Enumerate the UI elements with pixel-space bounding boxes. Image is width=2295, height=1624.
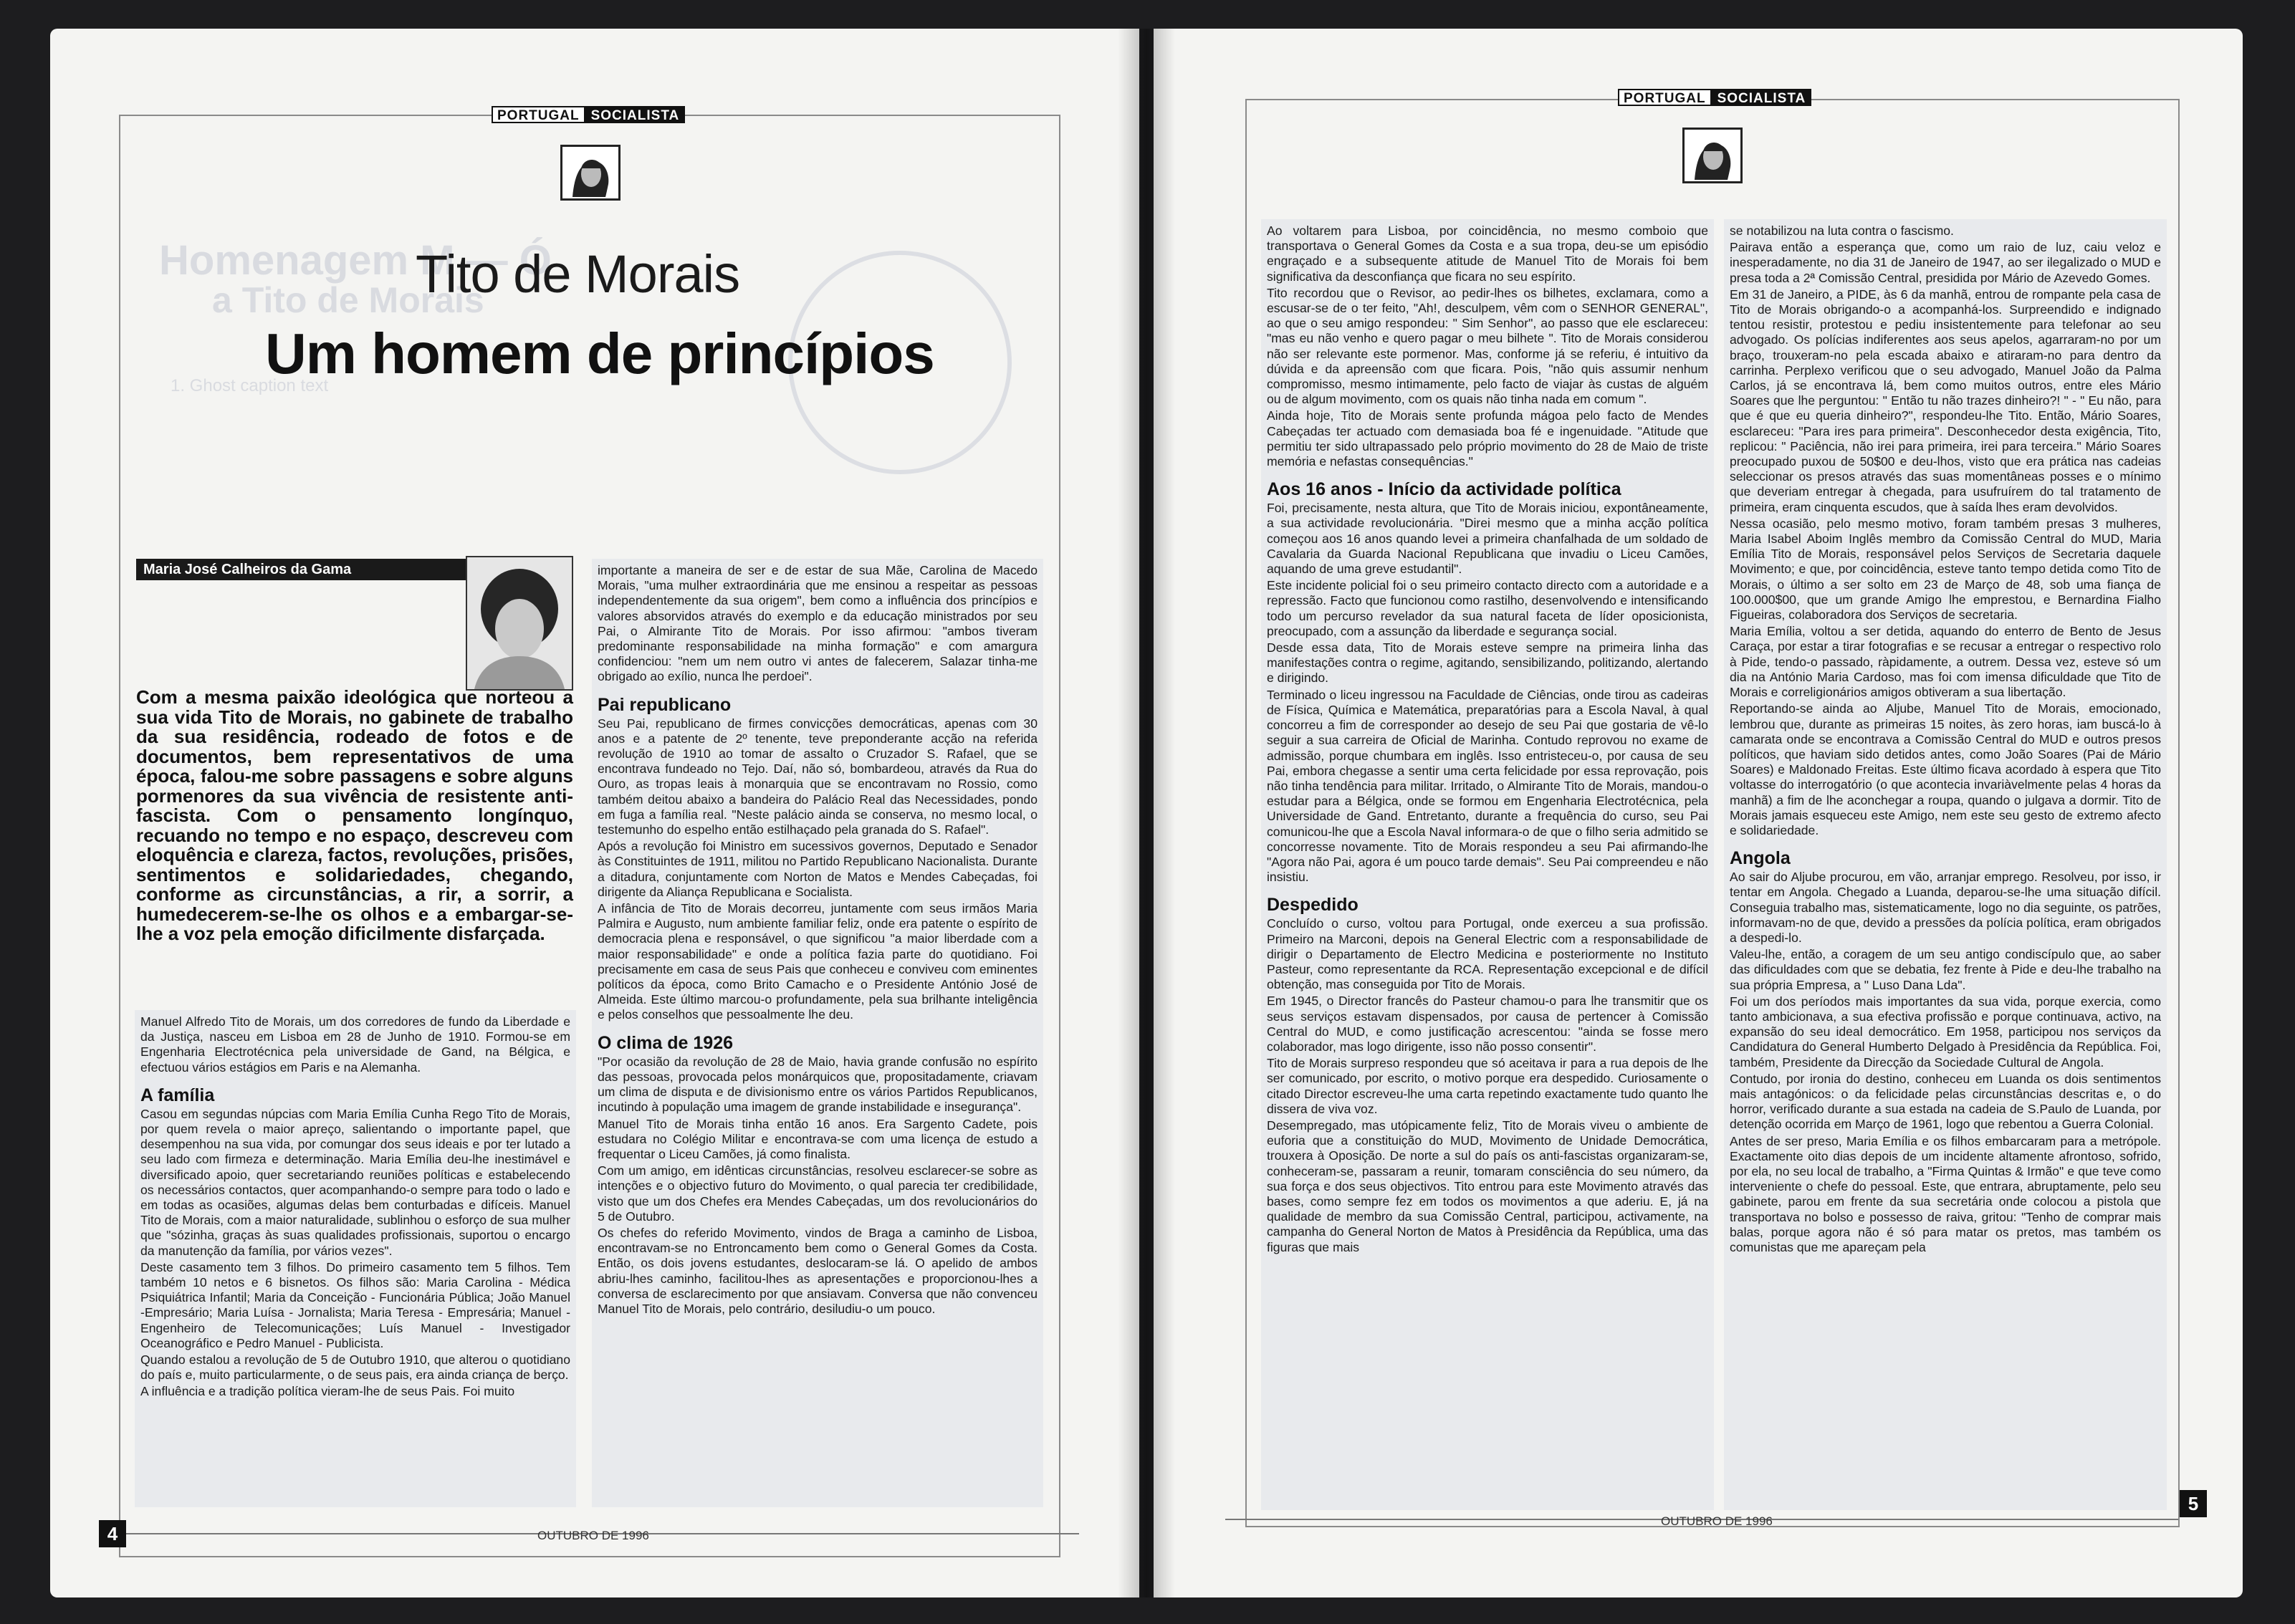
paragraph: Manuel Alfredo Tito de Morais, um dos corredores de fundo da Liberdade e da Justiça, nasceu em Lisboa em 28 de Junho de 1910. Formou-se em Engenharia Electrotécnica pela universidade de Gand, na Bélgica, e efectuou vários estágios em Paris e na Alemanha. [140,1014,570,1075]
paragraph: se notabilizou na luta contra o fascismo. [1730,224,1954,238]
paragraph: Em 1945, o Director francês do Pasteur chamou-o para lhe transmitir que os seus serviços estavam dispensados, por causa de pertencer à Comissão Central do MUD, e como justificação acrescentou: "ainda se fosse mero colaborador, mas logo dirigente, isso não posso consentir". [1267,994,1708,1054]
paragraph: Seu Pai, republicano de firmes convicções democráticas, apenas com 30 anos e a patente de 2º tenente, teve preponderante acção na referida revolução de 1910 ao tomar de assalto o Cruzador S. Rafael, que se encontrava fundeado no Tejo. Daí, não só, bombardeou, através da Rua do Ouro, as tropas leais à monarquia que se encontravam no Rossio, como também deitou abaixo a bandeira do Palácio Real das Necessidades, pondo em fuga a família real. "Neste palácio ainda se conserva, no mesmo local, o testemunho do espelho então estilhaçado pela granada do S. Rafael". [598,716,1038,837]
masthead-socialista: SOCIALISTA [1712,89,1812,106]
portrait-logo-icon [560,145,621,201]
right-page [1154,29,2243,1597]
masthead [492,106,685,123]
masthead [1618,89,1811,106]
paragraph: importante a maneira de ser e de estar de sua Mãe, Carolina de Macedo Morais, "uma mulher extraordinária que me ensinou a respeitar as pessoas independentemente da sua origem", bem como a influência dos princípios e valores absorvidos através do exemplo e da educação ministrados por seu Pai, o Almirante Tito de Morais. Por isso afirmou: "ambos tiveram predominante responsabilidade na minha formação" e com amargura confidenciou: "nem um nem outro vi antes de falecerem, Salazar tinha-me obrigado ao exílio, nunca lhe perdoei". [598,563,1038,684]
ghost-caption: 1. Ghost caption text [171,376,329,395]
section-heading: Aos 16 anos - Início da actividade política [1267,479,1621,500]
masthead-portugal: PORTUGAL [492,106,585,123]
paragraph: Foi, precisamente, nesta altura, que Tito de Morais iniciou, expontâneamente, a sua actividade revolucionária. "Direi mesmo que a minha acção política começou aos 16 anos quando levei a primeira chanfalhada de um soldado de Cavalaria da Guarda Nacional Republicana que invadiu o Liceu Camões, aquando de uma greve estudantil". [1267,501,1708,577]
paragraph: Deste casamento tem 3 filhos. Do primeiro casamento tem 5 filhos. Tem também 10 netos e 6 bisnetos. Os filhos são: Maria Carolina - Médica Psiquiátrica Infantil; Maria da Conceição - Funcionária Pública; João Manuel -Empresário; Maria Luísa - Jornalista; Maria Teresa - Empresária; Manuel -Engenheiro de Telecomunicações; Luís Manuel - Investigador Oceanográfico e Pedro Manuel - Publicista. [140,1259,570,1350]
paragraph: Com um amigo, em idênticas circunstâncias, resolveu esclarecer-se sobre as intenções e o objectivo futuro do Movimento, o qual parecia ter credibilidade, visto que um dos Chefes era Mendes Cabeçadas, um dos revolucionários do 5 de Outubro. [598,1163,1038,1224]
paragraph: Valeu-lhe, então, a coragem de um seu antigo condiscípulo que, ao saber das dificuldades com que se debatia, fez frente à Pide e deu-lhe trabalho na sua própria Empresa, a " Luso Dana Lda". [1730,947,2161,992]
left-column-2 [592,559,1043,1507]
paragraph: Reportando-se ainda ao Aljube, Manuel Tito de Morais, emocionado, lembrou que, durante as primeiras 15 noites, às zero horas, iam buscá-lo à camarata onde se encontrava a Comissão Central do MUD e outros presos políticos, que haviam sido detidos antes, como João Soares (Pai de Mário Soares) e Maldonado Freitas. Este último ficava acordado à espera que Tito voltasse do interrogatório (o que acontecia invariàvelmente pelas 4 horas da manhã) a fim de lhe aconchegar a roupa, quando o julgava a dormir. Tito de Morais jamais esqueceu este Amigo, nem este seu gesto de extremo afecto e solidariedade. [1730,701,2161,837]
paragraph: Contudo, por ironia do destino, conheceu em Luanda os dois sentimentos mais antagónicos: o da felicidade pelas circunstâncias descritas e, o do horror, verificado durante a sua estada na cadeia de S.Paulo de Luanda, por detenção ocorrida em Março de 1961, logo que rebentou a Guerra Colonial. [1730,1071,2161,1132]
title-name: Tito de Morais [416,244,740,304]
section-heading: Despedido [1267,895,1359,916]
masthead-socialista: SOCIALISTA [585,106,686,123]
paragraph: Pairava então a esperança que, como um raio de luz, caiu veloz e inesperadamente, no dia 31 de Janeiro de 1947, ao ser ilegalizado o MUD e presa toda a 2ª Comissão Central, presidida por Mário de Azevedo Gomes. [1730,240,2161,285]
paragraph: Concluído o curso, voltou para Portugal, onde exerceu a sua profissão. Primeiro na Marconi, depois na General Electric com a responsabilidade de dirigir o Departamento de Electro Medicina e posteriormente no Instituto Pasteur, como representante da RCA. Representação excepcional e de difícil obtenção, mas conseguida por Tito de Morais. [1267,916,1708,992]
ghost-heading: Homenagem M — Ó [159,237,552,284]
paragraph: A infância de Tito de Morais decorreu, juntamente com seus irmãos Maria Palmira e Augusto, num ambiente familiar feliz, onde era patente o espírito de democracia plena e responsável, o que significou "a maior liberdade com a maior responsabilidade" e onde a política fazia parte do quotidiano. Foi precisamente em casa de seus Pais que conheceu e conviveu com eminentes políticos da época, como Brito Camacho e o Presidente António José de Almeida. Este último marcou-o profundamente, pela sua brilhante inteligência e pelos conselhos que pessoalmente lhe deu. [598,901,1038,1022]
paragraph: "Por ocasião da revolução de 28 de Maio, havia grande confusão no espírito das pessoas, provocada pelos monárquicos que, propositadamente, criavam um clima de disputa e de divisionismo entre os vários Partidos Republicanos, incutindo à população uma imagem de grande instabilidade e insegurança". [598,1054,1038,1115]
byline: Maria José Calheiros da Gama [136,559,524,580]
lead-paragraph: Com a mesma paixão ideológica que norteou a sua vida Tito de Morais, no gabinete de trabalho da sua residência, rodeado de fotos e de documentos, bem representativos de uma época, falou-me sobre passagens e sobre alguns pormenores da sua vivência de resistente anti-fascista. Com o pensamento longínquo, recuando no tempo e no espaço, descreveu com eloquência e clareza, factos, revoluções, prisões, sentimentos e solidariedades, chegando, conforme as circunstâncias, a rir, a sorrir, a humedecerem-se-lhe os olhos e a embargar-se-lhe a voz pela emoção dificilmente disfarçada. [136,686,573,944]
paragraph: Ao sair do Aljube procurou, em vão, arranjar emprego. Resolveu, por isso, ir tentar em Angola. Chegado a Luanda, deparou-se-lhe uma situação difícil. Conseguia trabalho mas, sistematicamente, logo no dia seguinte, os patrões, informavam-no de que, devido a pressões da polícia política, eram obrigados a despedi-lo. [1730,870,2161,945]
paragraph: Desde essa data, Tito de Morais esteve sempre na primeira linha das manifestações contra o regime, agitando, sensibilizando, politizando, alertando e dirigindo. [1267,640,1708,686]
paragraph: Casou em segundas núpcias com Maria Emília Cunha Rego Tito de Morais, por quem revela o maior apreço, salientando o importante papel, que desempenhou na sua vida, por comungar dos seus ideais e por ter lutado a seu lado com firmeza e determinação. Maria Emília deu-lhe inestimável e diversificado apoio, quer secretariando reuniões políticas e estabelecendo os necessários contactos, quer acompanhando-o sempre para todo o lado e em todas as ocasiões, algumas delas bem conturbadas e difíceis. Manuel Tito de Morais, com a maior naturalidade, sublinhou o esforço de sua mulher que "sózinha, graças às suas qualidades profissionais, suportou o encargo da manutenção da família, por vários vezes". [140,1106,570,1258]
paragraph: Maria Emília, voltou a ser detida, aquando do enterro de Bento de Jesus Caraça, por estar a tirar fotografias e se recusar a entregar o respectivo rolo à Pide, tendo-o passado, ràpidamente, a outrem. Dessa vez, esteve só um dia na António Maria Cardoso, mas foi com imensa dificuldade que Tito de Morais e correligionários amigos obtiveram a sua libertação. [1730,624,2161,700]
paragraph: Desempregado, mas utópicamente feliz, Tito de Morais viveu o ambiente de euforia que a constituição do MUD, Movimento de Unidade Democrática, trouxera à Oposição. De norte a sul do país os anti-fascistas organizaram-se, conheceram-se, passaram a reunir, tomaram consciência do seu número, da sua força e dos seus objectivos. Tito entrou para este Movimento através das bases, como sempre fez em todos os movimentos a que aderiu. E, já na qualidade de membro da sua Comissão Central, participou, activamente, na campanha do General Norton de Matos à Presidência da República, uma das figuras que mais [1267,1118,1708,1254]
paragraph: Este incidente policial foi o seu primeiro contacto directo com a autoridade e a repressão. Facto que funcionou como rastilho, desenvolvendo e intensificando todo um percurso revelador da sua natural faceta de líder oposicionista, preocupado, com a assunção da liberdade e segurança social. [1267,578,1708,638]
paragraph: Quando estalou a revolução de 5 de Outubro 1910, que alterou o quotidiano do país e, muito particularmente, o de seus pais, era ainda criança de berço. [140,1352,570,1383]
section-heading: O clima de 1926 [598,1032,734,1053]
page-number: 4 [99,1520,126,1547]
page-number: 5 [2180,1490,2207,1517]
paragraph: Após a revolução foi Ministro em sucessivos governos, Deputado e Senador às Constituintes de 1911, militou no Partido Republicano Nacionalista. Durante a ditadura, conjuntamente com Norton de Matos e Mendes Cabeçadas, foi dirigente da Aliança Republicana e Socialista. [598,839,1038,899]
paragraph: Nessa ocasião, pelo mesmo motivo, foram também presas 3 mulheres, Maria Isabel Aboim Inglês membro da Comissão Central do MUD, Maria Emília Tito de Morais, responsável pelos Serviços de Secretaria daquele Movimento; e que, por coincidência, esteve tanto tempo detida como Tito de Morais, o último a ser solto em 23 de Março de 48, sob uma fiança de 100.000$00, que um grande Amigo lhe emprestou, e Bernardina Fialho Figueiras, colaboradora dos Serviços de secretaria. [1730,516,2161,623]
right-column-2 [1724,219,2167,1510]
paragraph: Ao voltarem para Lisboa, por coincidência, no mesmo comboio que transportava o General Gomes da Costa e a sua tropa, deu-se um episódio engraçado e a subsequente atitude de Manuel Tito de Morais foi bem significativa da desconfiança que ficara no seu espírito. [1267,224,1708,284]
ghost-heading-2: a Tito de Morais [212,280,484,320]
paragraph: Em 31 de Janeiro, a PIDE, às 6 da manhã, entrou de rompante pela casa de Tito de Morais obrigando-o a acompanhá-los. Surpreendido e indignado tentou resistir, protestou e pediu insistentemente para telefonar ao seu advogado. Os polícias indiferentes aos seus apelos, agarraram-no por um braço, trouxeram-no pela escada abaixo e atiraram-no para dentro da carrinha. Perplexo verificou que o seu advogado, Manuel João da Palma Carlos, já se encontrava lá, bem como muitos outros, entre eles Mário Soares que lhe perguntou: " Então tu não trazes dinheiro?! " - " Eu não, para que é que eu queria dinheiro?", respondeu-lhe Tito. Então, Mário Soares, esclareceu: "Para ires para primeira". Desconhecedor desta exigência, Tito, replicou: " Paciência, não irei para primeira, irei para terceira." Mário Soares preocupado puxou de 50$00 e deu-lhos, visto que era prática nas cadeias seleccionar os presos através das suas momentâneas posses e o mínimo que deveriam entregar à chegada, para usufruírem do tal tratamento de primeira, eram cinquenta escudos, que à saída lhes eram devolvidos. [1730,287,2161,514]
paragraph: Manuel Tito de Morais tinha então 16 anos. Era Sargento Cadete, pois estudara no Colégio Militar e encontrava-se com uma licença de estudo a frequentar o Liceu Camões, já como finalista. [598,1116,1038,1161]
title-subtitle: Um homem de princípios [265,322,934,385]
right-column-1 [1261,219,1714,1510]
paragraph: Os chefes do referido Movimento, vindos de Braga a caminho de Lisboa, encontravam-se no Entroncamento bem como o General Gomes da Costa. Então, os dois jovens estudantes, deslocaram-se lá. O apelido de ambos abriu-lhes caminho, facilitou-lhes as apresentações e proporcionou-lhes a conversa de esclarecimento por que ansiavam. Conversa que não convenceu Manuel Tito de Morais, pelo contrário, desiludiu-o um pouco. [598,1225,1038,1316]
paragraph: Antes de ser preso, Maria Emília e os filhos embarcaram para a metrópole. Exactamente oito dias depois de um incidente altamente afrontoso, sofrido, por ela, no seu local de trabalho, a "Firma Quintas & Irmão" e que teve como interveniente o chefe do pessoal. Este, que entrara, abruptamente, pelo seu gabinete, parou em frente da sua secretária onde colocou a pistola que transportava no bolso e possesso de raiva, gritou: "Tenho de comprar mais balas, porque agora não é só para matar os pretos, mas também os comunistas que me apareçam pela [1730,1133,2161,1254]
paragraph: Tito de Morais surpreso respondeu que só aceitava ir para a rua depois de lhe ser comunicado, por escrito, o motivo porque era despedido. Curiosamente o citado Director escreveu-lhe uma carta repetindo exactamente tudo quanto lhe dissera de viva voz. [1267,1056,1708,1116]
footer-date: OUTUBRO DE 1996 [537,1529,649,1542]
paragraph: Terminado o liceu ingressou na Faculdade de Ciências, onde tirou as cadeiras de Física, Química e Matemática, preparatórias para a Escola Naval, à qual concorreu a fim de corresponder ao desejo de seu Pai que gostaria de vê-lo seguir a sua carreira de Oficial de Marinha. Contudo reprovou no exame de admissão, porque chumbara em inglês. Isso entristeceu-o, por causa de seu Pai, embora chegasse a sentir uma certa felicidade por essa reprovação, pois não tinha tendência para militar. Irritado, o Almirante Tito de Morais, mandou-o estudar para a Bélgica, onde se formou em Engenharia Electrotécnica, pela Universidade de Gand. Entretanto, durante a frequência do curso, seu Pai comunicou-lhe que a Escola Naval informara-o de que o filho seria admitido se concorresse novamente. Tito de Morais respondeu a seu Pai afirmando-lhe "Agora não Pai, agora é um pouco tarde demais". Seu Pai compreendeu e não insistiu. [1267,687,1708,885]
paragraph: Ainda hoje, Tito de Morais sente profunda mágoa pelo facto de Mendes Cabeçadas ter actuado com demasiada boa fé e ingenuidade. "Atitude que permitiu ter sido ultrapassado pelo próprio movimento do 28 de Maio de triste memória e nefastas consequências." [1267,408,1708,469]
paragraph: A influência e a tradição política vieram-lhe de seus Pais. Foi muito [140,1384,515,1399]
masthead-portugal: PORTUGAL [1618,89,1712,106]
section-heading: A família [140,1085,215,1105]
paragraph: Foi um dos períodos mais importantes da sua vida, porque exercia, como tanto ambicionava, a sua efectiva profissão e porque continuava, activo, na expansão do seu ideal democrático. Em 1958, participou nos serviços da Candidatura do General Humberto Delgado à Presidência da República. Foi, também, Presidente da Direcção da Sociedade Cultural de Angola. [1730,994,2161,1070]
portrait-logo-icon [1682,128,1743,183]
section-heading: Pai republicano [598,694,732,715]
section-heading: Angola [1730,848,1791,869]
left-page [50,29,1139,1597]
left-column-1 [135,1010,576,1507]
footer-date: OUTUBRO DE 1996 [1661,1514,1773,1528]
paragraph: Tito recordou que o Revisor, ao pedir-lhes os bilhetes, exclamara, como a escusar-se de o ter feito, "Ah!, desculpem, vêm com o SENHOR GENERAL", ao que o seu amigo respondeu: " Sim Senhor", ao passo que ele esclareceu: "mas eu não venho e quero pagar o meu bilhete ". Tito de Morais considerou não ser relevante este pormenor. Mas, conforme já se referiu, é intuitivo da dúvida e da apreensão com que ficara. Pois, "não quis assumir nenhum compromisso, mesmo intimamente, pelo facto de viajar às custas de alguém ou de algum movimento, com os quais não tinha nada em comum ". [1267,285,1708,407]
author-photo-icon [466,556,573,691]
